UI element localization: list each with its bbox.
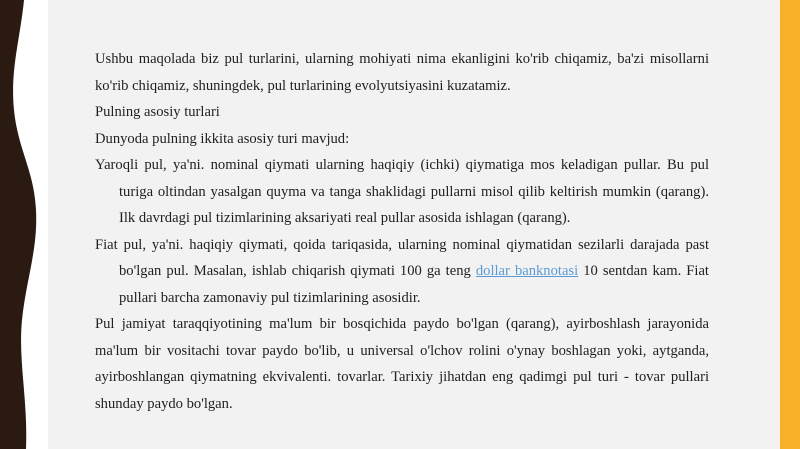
article-body [95, 46, 709, 417]
world-types-paragraph: Dunyoda pulning ikkita asosiy turi mavjud: [95, 130, 350, 147]
fiat-money-item [95, 232, 709, 312]
left-wave-decoration [0, 0, 48, 449]
real-money-item: Yaroqli pul, ya'ni. nominal qiymati ularning haqiqiy (ichki) qiymatiga mos keladigan pullar. Bu pul turiga oltindan yasalgan quyma va tanga shaklidagi pullarni misol qilib keltirish mumkin (qarang). Ilk davrdagi pul tizimlarining aksariyati real pullar asosida ishlagan (qarang). [95, 157, 709, 226]
commodity-money-paragraph: Pul jamiyat taraqqiyotining ma'lum bir bosqichida paydo bo'lgan (qarang), ayirboshlash jarayonida ma'lum bir vositachi tovar paydo bo'lib, u universal o'lchov rolini o'ynay boshlagan yoki, aytganda, ayirboshlangan qiymatning ekvivalenti. tovarlar. Tarixiy jihatdan eng qadimgi pul turi - tovar pullari shunday paydo bo'lgan. [95, 316, 709, 412]
section-heading: Pulning asosiy turlari [95, 104, 220, 120]
fiat-text-start: Fiat pul, ya'ni. haqiqiy qiymati, qoida tariqasida, ularning nominal qiymatidan sezilarli darajada past bo'lgan pul. Masalan, ishlab chiqarish qiymati 100 ga teng [95, 236, 709, 279]
intro-paragraph: Ushbu maqolada biz pul turlarini, ularning mohiyati nima ekanligini ko'rib chiqamiz, ba'zi misollarni ko'rib chiqamiz, shuningdek, pul turlarining evolyutsiyasini kuzatamiz. [95, 51, 709, 94]
fiat-text-end: 10 sentdan kam. Fiat pullari barcha zamonaviy pul tizimlarining asosidir. [119, 263, 709, 306]
right-accent-band [780, 0, 800, 449]
dollar-banknote-link[interactable]: dollar banknotasi [475, 263, 579, 279]
